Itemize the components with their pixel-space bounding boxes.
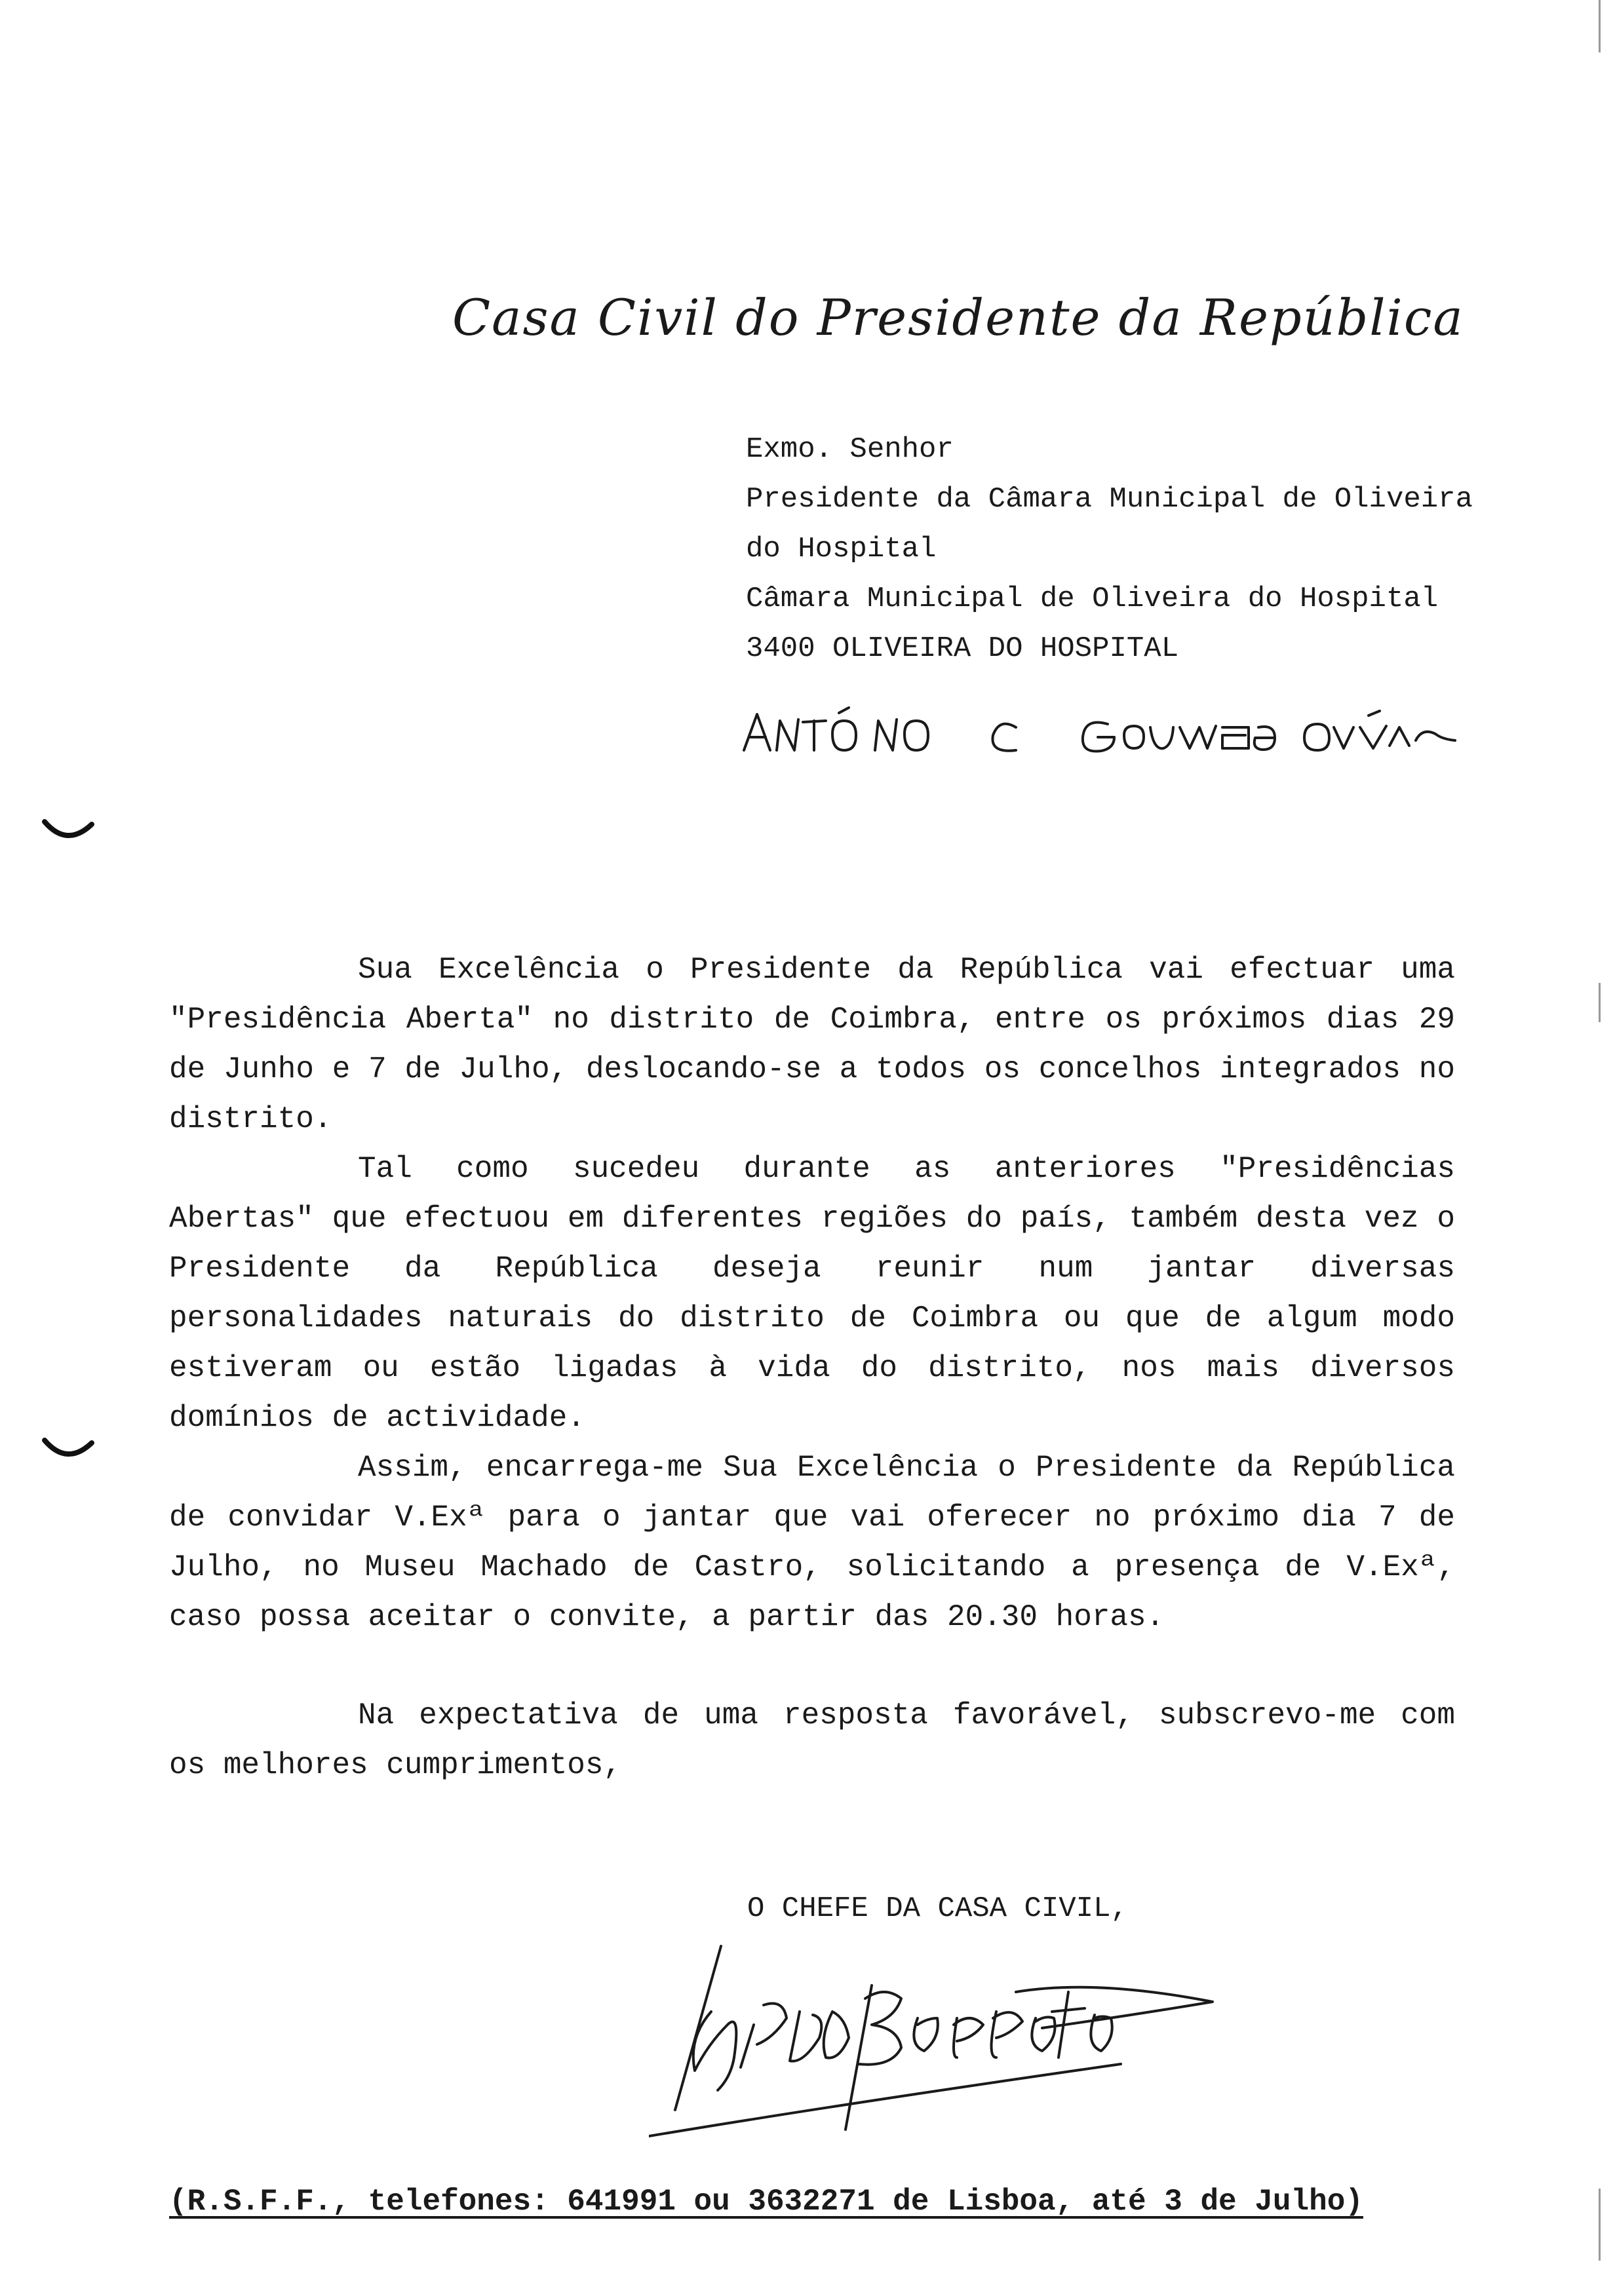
recipient-address [746, 425, 1473, 674]
letter-paragraph [169, 945, 1455, 1144]
paragraph-text: Sua Excelência o Presidente da República vai efectuar uma "Presidência Aberta" no distrito de Coimbra, entre os próximos dias 29 de Junho e 7 de Julho, deslocando-se a todos os concelhos integrados no distrito. [169, 953, 1455, 1136]
signoff-title: O CHEFE DA CASA CIVIL, [747, 1892, 1128, 1925]
handwritten-recipient-name [741, 688, 1462, 767]
letter-paragraph [169, 1144, 1455, 1443]
footer-note: (R.S.F.F., telefones: 641991 ou 3632271 de Lisboa, até 3 de Julho) [169, 2185, 1363, 2219]
punch-hole-mark [41, 1436, 96, 1463]
paragraph-text: Assim, encarrega-me Sua Excelência o Presidente da República de convidar V.Exª para o jantar que vai oferecer no próximo dia 7 de Julho, no Museu Machado de Castro, solicitando a presença de V.Exª, caso possa aceitar o convite, a partir das 20.30 horas. [169, 1451, 1455, 1634]
paragraph-text: Na expectativa de uma resposta favorável, subscrevo-me com os melhores cumprimentos, [169, 1698, 1455, 1782]
scan-edge-mark [1599, 983, 1601, 1022]
paragraph-text: Tal como sucedeu durante as anteriores "Presidências Abertas" que efectuou em diferentes regiões do país, também desta vez o Presidente da República deseja reunir num jantar diversas personalidades naturais do distrito de Coimbra ou que de algum modo estiveram ou estão ligadas à vida do distrito, nos mais diversos domínios de actividade. [169, 1152, 1455, 1435]
address-line-salutation: Exmo. Senhor [746, 433, 954, 466]
letterhead-title: Casa Civil do Presidente da República [452, 288, 1464, 347]
letter-paragraph [169, 1443, 1455, 1642]
scan-edge-mark [1599, 2189, 1601, 2261]
address-line-postal: 3400 OLIVEIRA DO HOSPITAL [746, 632, 1179, 665]
handwritten-signature [649, 1926, 1226, 2143]
address-line-institution: Câmara Municipal de Oliveira do Hospital [746, 583, 1439, 615]
scan-edge-mark [1599, 0, 1601, 52]
address-line-title: Presidente da Câmara Municipal de Oliveira [746, 483, 1473, 516]
punch-hole-mark [41, 818, 96, 844]
address-line-title-cont: do Hospital [746, 533, 937, 565]
letter-paragraph [169, 1691, 1455, 1790]
